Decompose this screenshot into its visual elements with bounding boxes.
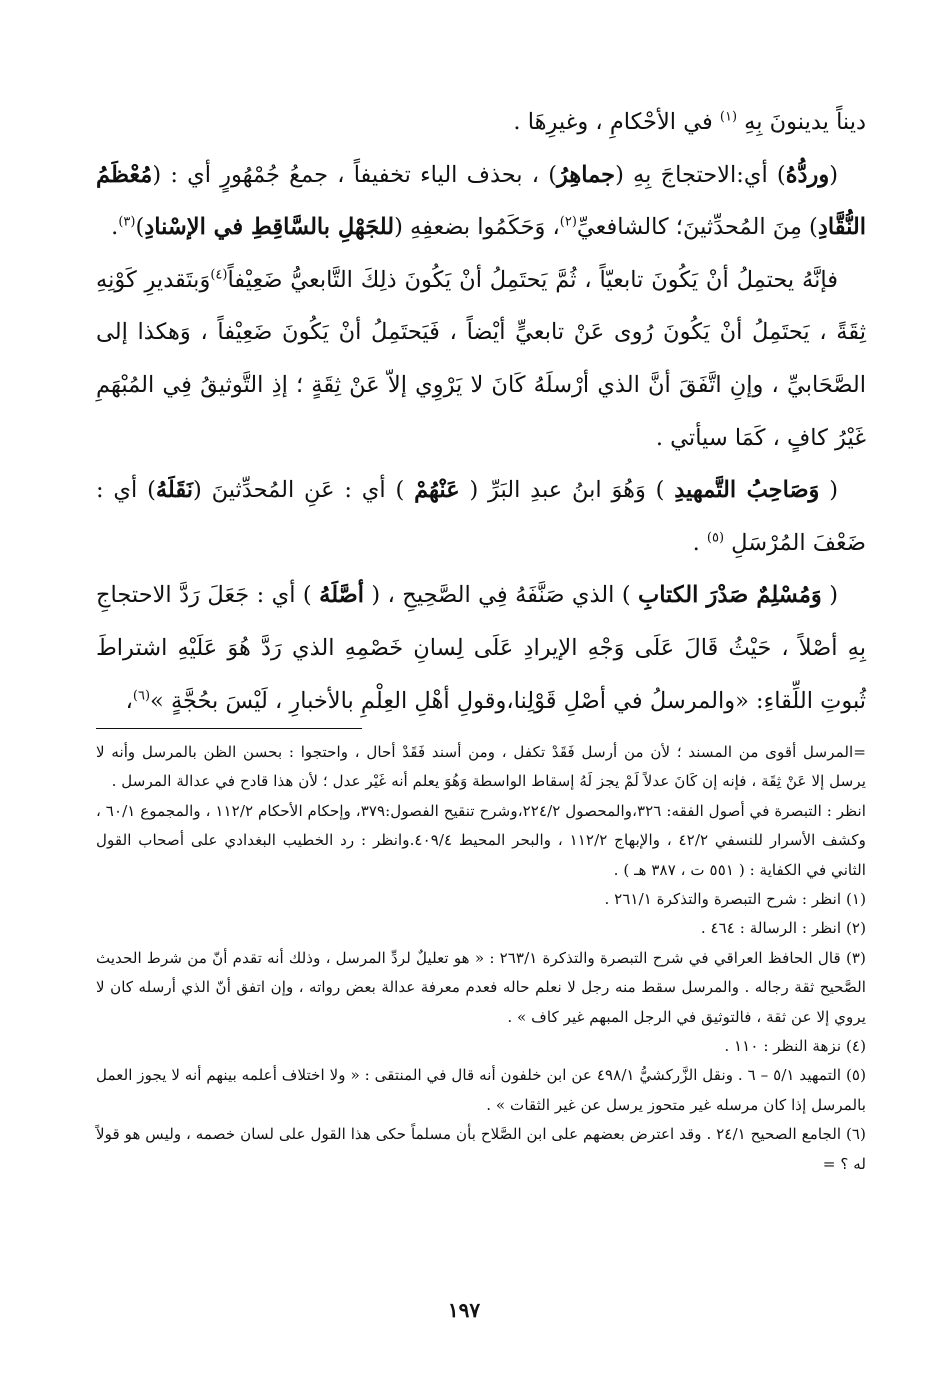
text-run: ، وَحَكَمُوا بضعفِهِ ( — [394, 214, 560, 241]
paragraph-2: (وردُّهُ) أي:الاحتجاجَ بِهِ (جماهِرُ) ، بحذف الياء تخفيفاً ، جمعُ جُمْهُورٍ أي : (مُعْظَمُ النُّقَّادِ) مِنَ المُحدِّثينَ؛ كالشافعيِّ$^{(٢)}$، وَحَكَمُوا بضعفِهِ (للجَهْلِ بالسَّاقِطِ في الإسْنادِ)$^{(٣)}$. — [96, 161, 866, 241]
matn-term: مُعْظَمُ النُّقَّادِ — [96, 161, 866, 241]
text-run: ) أي:الاحتجاجَ بِهِ ( — [615, 161, 786, 188]
matn-term: وردُّهُ — [785, 161, 830, 188]
matn-term: وَصَاحِبُ التَّمهيدِ — [674, 477, 820, 504]
footnote-separator — [96, 728, 362, 729]
footnotes — [96, 738, 866, 1179]
text-run: ( — [821, 582, 838, 609]
text-run: . — [692, 529, 700, 556]
footnote-3: (٣) قال الحافظ العراقي في شرح التبصرة والتذكرة ٢٦٣/١ : « هو تعليلٌ لردِّ المرسل ، وذلك أنه تقدم أنّ من شرط الحديث الصَّحيح ثقة رجاله . والمرسل سقط منه رجل لا نعلم حاله فعدم معرفة عدالة بعض رواته ، وإن اتفق أنّ الذي أرسله كان لا يروي إلا عن ثقة ، فالتوثيق في الرجل المبهم غير كاف » . — [96, 948, 866, 1026]
footnote-ref-6: (٦) — [132, 688, 151, 704]
matn-term: وَمُسْلِمٌ صَدْرَ الكتابِ — [638, 582, 822, 609]
matn-term: جماهِرُ — [557, 161, 616, 188]
text-run: ) — [135, 214, 145, 241]
footnote-2: (٢) انظر : الرسالة : ٤٦٤ . — [700, 919, 866, 938]
text-run: ) أي : جَعَلَ رَدَّ الاحتجاجِ بِهِ أصْلاً ، حَيْثُ قَالَ عَلَى وَجْهِ الإيرادِ عَلَى لِسانِ خَصْمِهِ الذي رَدَّ هُوَ عَلَيْهِ اشتراطَ ثُبوتِ اللِّقاءِ: «والمرسلُ في أصْلِ قَوْلِنا،وقولِ أهْلِ العِلْمِ بالأخبارِ ، لَيْسَ بحُجَّةٍ » — [96, 582, 866, 714]
text-run: في الأحْكامِ ، وغيرِهَا . — [513, 109, 713, 135]
text-run: ) وَهُوَ ابنُ عبدِ البَرِّ ( — [459, 477, 675, 504]
footnote-6: (٦) الجامع الصحيح ٢٤/١ . وقد اعترض بعضهم على ابن الصَّلاح بأن مسلماً حكى هذا القول على لسان خصمه ، وليس هو قولاً له ؟ = — [96, 1125, 866, 1173]
paragraph-4 — [96, 464, 866, 569]
footnote-ref-4: (٤) — [210, 267, 228, 283]
footnote-ref-2: (٢) — [559, 214, 577, 230]
text-run: وَبتَقديرِ كَوْنِهِ ثِقَةً ، يَحتَمِلُ أنْ يَكُونَ رُوى عَنْ تابعيٍّ أيْضاً ، فَيَحتَمِلُ أنْ يَكُونَ ضَعِيْفاً ، وَهكذا إلى الصَّحَابيِّ ، وإنِ اتَّفَقَ أنَّ الذي أرْسلَهُ كَانَ لا يَرْوِي إلاّ عَنْ ثِقَةٍ ؛ إذِ التَّوثيقُ فِي المُبْهَمِ غَيْرُ كافٍ ، كَمَا سيأتي . — [96, 266, 866, 451]
paragraph-3 — [96, 254, 866, 464]
text-run: ) الذي صَنَّفَهُ فِي الصَّحِيحِ ، ( — [364, 582, 639, 609]
footnote-ref-1: (١) — [719, 109, 738, 125]
footnote-ref-5: (٥) — [706, 530, 725, 546]
matn-term: نَقَلَهُ — [155, 477, 194, 504]
matn-term: عَنْهُمْ — [414, 477, 460, 504]
footnote-4: (٤) نزهة النظر : ١١٠ . — [724, 1037, 866, 1056]
page-number: ١٩٧ — [447, 1298, 481, 1322]
text-run: ، — [125, 687, 133, 714]
matn-term: للجَهْلِ بالسَّاقِطِ في الإسْنادِ — [144, 214, 395, 241]
footnote-ref-3: (٣) — [118, 214, 136, 230]
footnote-continued: =المرسل أقوى من المسند ؛ لأن من أرسل فَقَدْ تكفل ، ومن أسند فَقَدْ أحال ، واحتجوا : بحسن الظن بالمرسل وأنه لا يرسل إلا عَنْ ثِقَة ، فإنه إن كَانَ عدلاً لَمْ يجز لَهُ إسقاط الواسطة وَهُوَ يعلم أنه غَيْر عدل ؛ لأن هذا قادح في عدالة المرسل . — [96, 743, 866, 791]
text-run: ) ، بحذف الياء تخفيفاً ، جمعُ جُمْهُورٍ أي : — [161, 161, 557, 188]
main-text — [96, 96, 866, 727]
paragraph-1 — [96, 96, 866, 149]
text-run: ديناً يدينونَ بِهِ — [744, 109, 866, 135]
text-run: ) مِنَ المُحدِّثينَ؛ كالشافعيِّ — [576, 214, 818, 241]
text-run: ) أي : عَنِ المُحدِّثينَ ( — [193, 477, 415, 504]
text-run: ) أي : ضَعْفَ المُرْسَلِ — [96, 477, 866, 556]
text-run: ( — [829, 161, 839, 188]
text-run: . — [111, 214, 119, 241]
text-run: ( — [819, 477, 839, 504]
footnote-5: (٥) التمهيد ٥/١ – ٦ . ونقل الزَّركشيُّ ٤٩٨/١ عن ابن خلفون أنه قال في المنتقى : « ولا اختلاف أعلمه بينهم أنه لا يجوز العمل بالمرسل إذا كان مرسله غير متحوز يرسل عن غير الثقات » . — [96, 1066, 867, 1114]
footnote-1: (١) انظر : شرح التبصرة والتذكرة ٢٦١/١ . — [604, 890, 866, 909]
text-run: فإنَّهُ يحتمِلُ أنْ يَكُونَ تابعيّاً ، ثُمَّ يَحتَمِلُ أنْ يَكُونَ ذلِكَ التَّابعيُّ ضَعِيْفاً — [227, 266, 838, 293]
paragraph-5 — [96, 569, 866, 727]
footnote-continued-sources: انظر : التبصرة في أصول الفقه: ٣٢٦،والمحصول ٢٢٤/٢،وشرح تنقيح الفصول:٣٧٩، وإحكام الأحكام ١١٢/٢ ، والمجموع ٦٠/١ ، وكشف الأسرار للنسفي ٤٢/٢ ، والإبهاج ١١٢/٢ ، والبحر المحيط ٤٠٩/٤.وانظر : رد الخطيب البغدادي على أصحاب القول الثاني في الكفاية : ( ٥٥١ ت ، ٣٨٧ هـ ) . — [96, 801, 867, 879]
matn-term: أصَّلَهُ — [319, 582, 364, 609]
